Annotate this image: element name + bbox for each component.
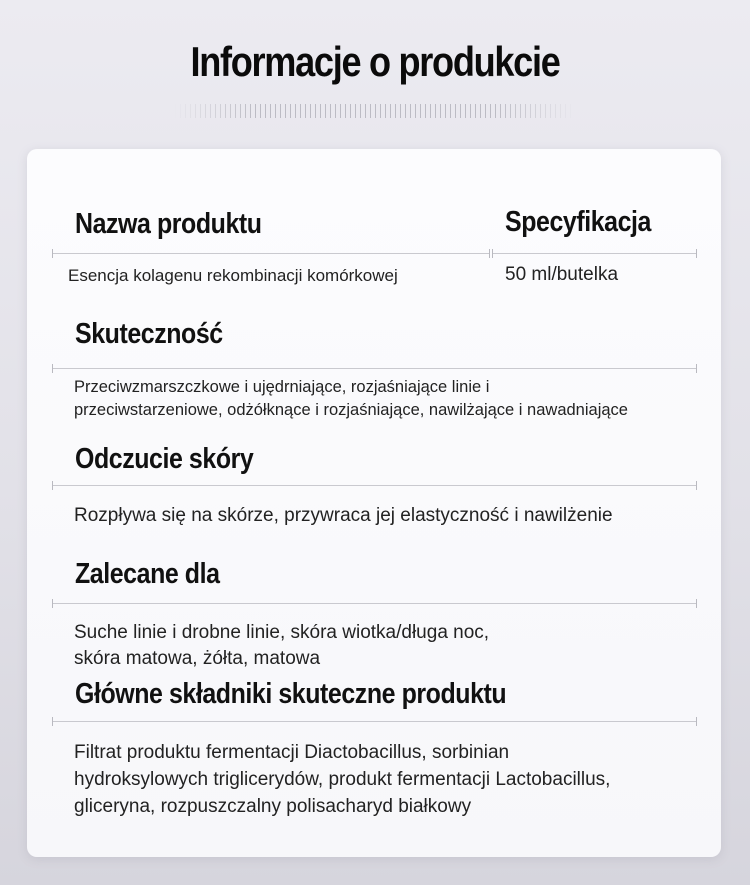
divider-ingredients xyxy=(52,721,697,722)
efficacy-heading: Skuteczność xyxy=(75,318,223,350)
page-title: Informacje o produkcie xyxy=(190,38,560,85)
skin-feel-value: Rozpływa się na skórze, przywraca jej elastyczność i nawilżenie xyxy=(74,505,613,526)
ingredients-line-2: hydroksylowych triglicerydów, produkt fermentacji Lactobacillus, xyxy=(74,769,611,790)
recommended-heading: Zalecane dla xyxy=(75,558,220,590)
specification-heading: Specyfikacja xyxy=(505,206,651,238)
product-name-heading: Nazwa produktu xyxy=(75,208,262,240)
skin-feel-heading: Odczucie skóry xyxy=(75,443,254,475)
ingredients-line-3: gliceryna, rozpuszczalny polisacharyd białkowy xyxy=(74,796,472,817)
recommended-line-1: Suche linie i drobne linie, skóra wiotka/długa noc, xyxy=(74,622,490,643)
decorative-ruler xyxy=(175,104,575,118)
divider-feel xyxy=(52,485,697,486)
product-name-value: Esencja kolagenu rekombinacji komórkowej xyxy=(68,266,398,285)
recommended-line-2: skóra matowa, żółta, matowa xyxy=(74,648,321,669)
ingredients-line-1: Filtrat produktu fermentacji Diactobacillus, sorbinian xyxy=(74,742,510,763)
ingredients-heading: Główne składniki skuteczne produktu xyxy=(75,678,507,710)
efficacy-line-2: przeciwstarzeniowe, odżółknące i rozjaśniające, nawilżające i nawadniające xyxy=(74,401,628,419)
efficacy-line-1: Przeciwzmarszczkowe i ujędrniające, rozjaśniające linie i xyxy=(74,378,490,396)
specification-value: 50 ml/butelka xyxy=(505,264,619,285)
divider-spec xyxy=(492,253,697,254)
divider-efficacy xyxy=(52,368,697,369)
divider-name xyxy=(52,253,490,254)
divider-recommended xyxy=(52,603,697,604)
